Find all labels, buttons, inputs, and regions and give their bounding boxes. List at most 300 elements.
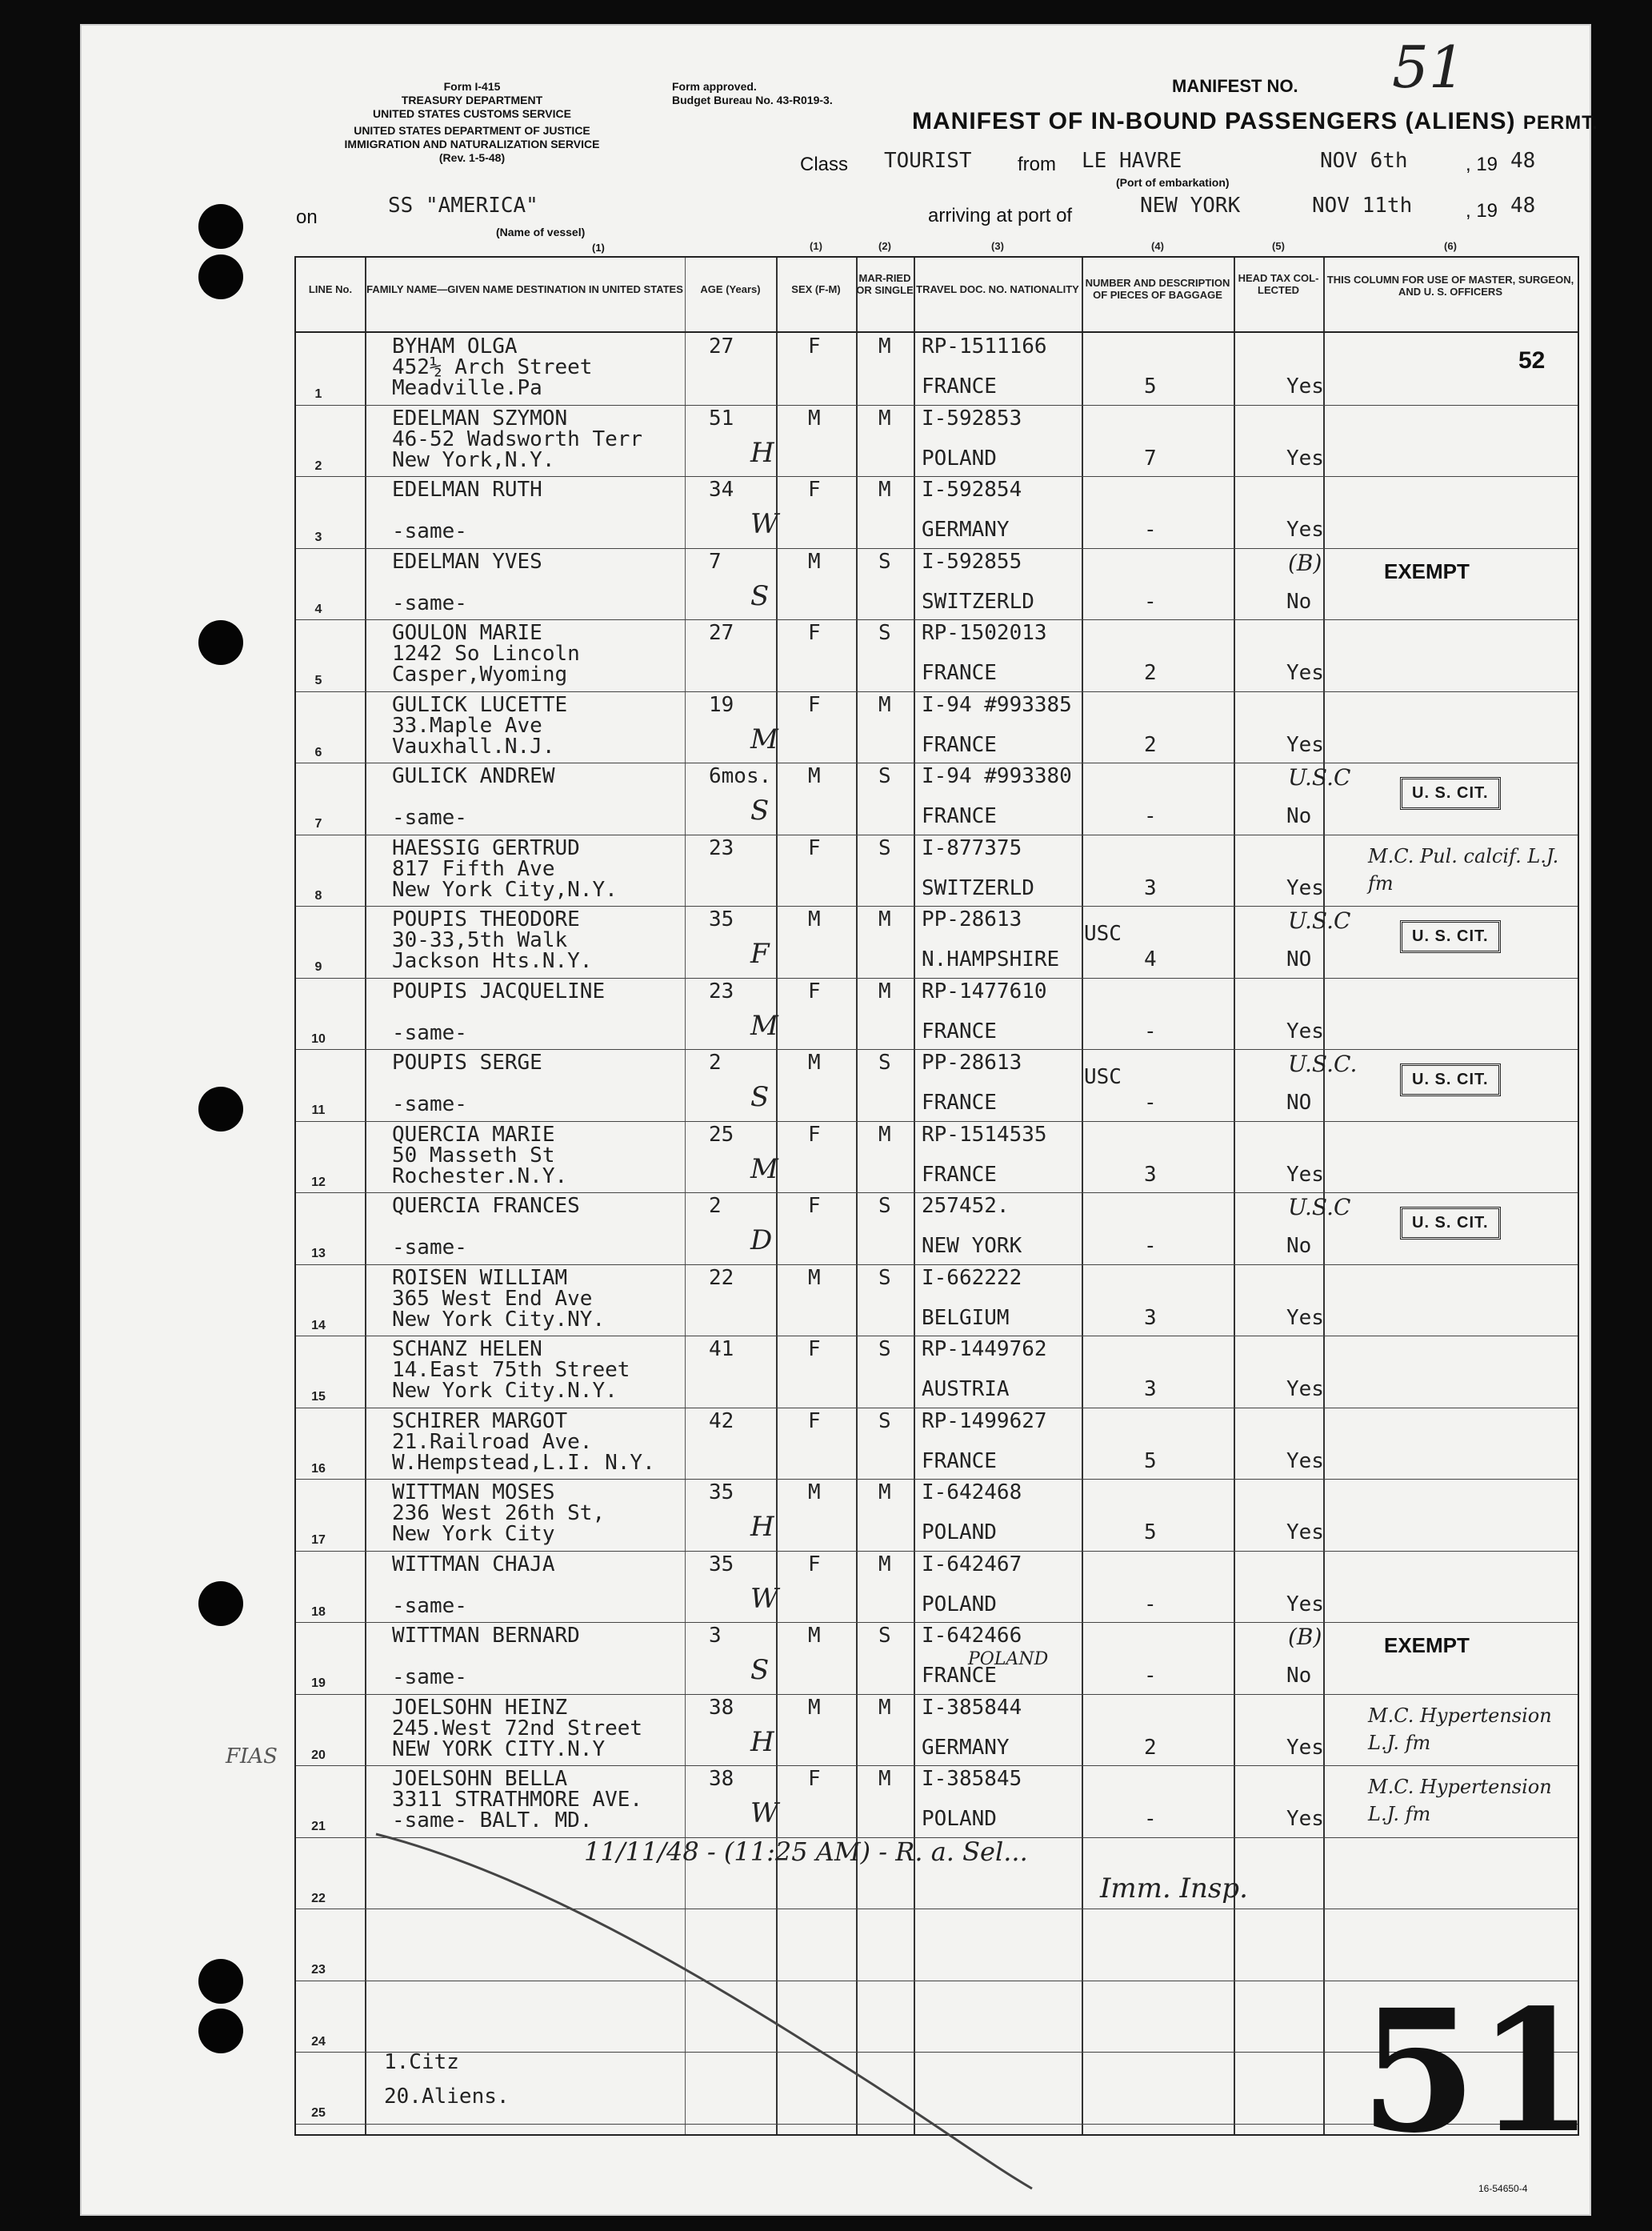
address-line2: -same- [392,1665,467,1689]
nationality: BELGIUM [922,1305,1010,1330]
col-sex: SEX (F-M) [791,283,841,295]
head-tax: Yes [1286,375,1324,399]
address-line2: Jackson Hts.N.Y. [392,949,593,973]
tax-note: (B) [1288,549,1322,576]
col-head-tax: HEAD TAX COL-LECTED [1238,272,1319,296]
medical-remark: M.C. Hypertension L.J. fm [1368,1704,1552,1754]
sex: M [808,1051,821,1075]
line-number: 7 [314,817,322,831]
head-tax: Yes [1286,1162,1324,1187]
passenger-name: JOELSOHN BELLA [392,1767,568,1791]
inspector-signature: Imm. Insp. [1100,1873,1248,1905]
age: 38 [709,1767,734,1791]
passenger-name: HAESSIG GERTRUD [392,835,580,860]
vessel-col-number: (1) [592,242,605,254]
passenger-name: POUPIS SERGE [392,1051,542,1075]
head-tax: Yes [1286,875,1324,900]
class-label: Class [800,154,849,175]
line-number: 23 [311,1963,326,1977]
travel-doc: RP-1499627 [922,1408,1047,1433]
relation-mark: M [750,1009,778,1042]
baggage: - [1144,1019,1157,1043]
address-line2: -same- [392,591,467,615]
travel-doc: RP-1502013 [922,621,1047,645]
line-number: 11 [311,1103,326,1117]
page-stamp-number: 51 [1360,1973,1594,2170]
marital-status: S [878,1194,891,1218]
travel-doc: I-592855 [922,549,1022,574]
passenger-name: WITTMAN MOSES [392,1480,555,1504]
travel-doc: I-385844 [922,1695,1022,1720]
head-tax: Yes [1286,446,1324,471]
marital-status: S [878,835,891,860]
address-line2: NEW YORK CITY.N.Y [392,1736,606,1761]
marital-status: M [878,1480,891,1504]
line-number: 20 [311,1748,326,1762]
col-number: (5) [1272,240,1285,252]
col-number: (2) [878,240,891,252]
nationality: POLAND [922,1520,997,1544]
tax-note: U.S.C [1288,1194,1351,1220]
address-line2: Casper,Wyoming [392,663,568,687]
age: 35 [709,1480,734,1504]
passenger-name: WITTMAN BERNARD [392,1624,580,1648]
sex: M [808,1624,821,1648]
tax-note: (B) [1288,1624,1322,1650]
line-number: 21 [311,1820,326,1833]
age: 38 [709,1695,734,1720]
baggage: 5 [1144,1520,1157,1544]
relation-mark: M [750,723,778,755]
col-age: AGE (Years) [700,283,761,295]
baggage: 2 [1144,1735,1157,1760]
exempt-stamp: EXEMPT [1384,1633,1470,1657]
us-citizen-stamp: U. S. CIT. [1400,1063,1501,1096]
age: 2 [709,1051,722,1075]
relation-mark: D [750,1224,773,1256]
age: 6mos. [709,764,772,788]
line-number: 3 [314,531,322,544]
age: 23 [709,979,734,1003]
manifest-no-handwritten: 51 [1392,34,1466,101]
baggage: 2 [1144,661,1157,685]
baggage: 3 [1144,1305,1157,1330]
address-line2: New York,N.Y. [392,447,555,472]
nationality: FRANCE [922,1091,997,1115]
tax-note: U.S.C. [1288,1051,1358,1077]
passenger-name: WITTMAN CHAJA [392,1552,555,1576]
address-line2: Rochester.N.Y. [392,1164,568,1188]
line-number: 2 [314,459,322,473]
head-tax: Yes [1286,1807,1324,1831]
nationality: POLAND [922,1592,997,1616]
sex: F [808,1194,821,1218]
address-line2: Vauxhall.N.J. [392,734,555,759]
margin-note: FIAS [226,1744,278,1768]
line-number: 5 [314,674,322,687]
line-number: 9 [314,960,322,974]
travel-doc: I-592853 [922,406,1022,431]
nationality: NEW YORK [922,1234,1022,1258]
line-number: 8 [314,888,322,903]
sex: M [808,907,821,931]
footer-code: 16-54650-4 [1478,2183,1528,2194]
marital-status: M [878,1767,891,1791]
nationality: SWITZERLD [922,589,1034,614]
address-line2: -same- [392,806,467,830]
travel-doc: 257452. [922,1194,1010,1218]
remark-number: 52 [1518,347,1546,374]
relation-mark: S [750,1081,770,1113]
medical-remark: M.C. Hypertension L.J. fm [1368,1776,1552,1825]
travel-doc: PP-28613 [922,907,1022,931]
nationality: FRANCE [922,1162,997,1187]
age: 27 [709,621,734,645]
relation-mark: H [750,1511,774,1543]
relation-mark: S [750,1654,770,1686]
travel-doc: I-94 #993380 [922,764,1072,788]
line-number: 18 [311,1604,326,1619]
address-line1: 14.East 75th Street [392,1358,630,1382]
age: 3 [709,1624,722,1648]
address-line1: 46-52 Wadsworth Terr [392,427,643,451]
passenger-name: GOULON MARIE [392,621,542,645]
address-line1: 817 Fifth Ave [392,856,555,881]
line-number: 15 [311,1390,326,1404]
baggage: 4 [1144,947,1157,971]
baggage: 5 [1144,375,1157,399]
passenger-name: QUERCIA MARIE [392,1122,555,1147]
head-tax: No [1286,1234,1312,1258]
sex: F [808,1408,821,1433]
travel-doc: I-662222 [922,1265,1022,1290]
age: 42 [709,1408,734,1433]
head-tax: Yes [1286,1520,1324,1544]
travel-doc: I-385845 [922,1767,1022,1791]
passenger-name: SCHIRER MARGOT [392,1408,568,1433]
address-line1: 452½ Arch Street [392,355,593,379]
passenger-name: ROISEN WILLIAM [392,1265,568,1290]
col-number: (4) [1151,240,1164,252]
address-line1: 236 West 26th St, [392,1501,606,1525]
nationality: N.HAMPSHIRE [922,947,1060,971]
passenger-name: POUPIS JACQUELINE [392,979,606,1003]
passenger-name: SCHANZ HELEN [392,1337,542,1361]
nationality: FRANCE [922,661,997,685]
head-tax: Yes [1286,1735,1324,1760]
sex: M [808,406,821,431]
baggage: 2 [1144,732,1157,757]
address-line2: New York City.NY. [392,1307,606,1332]
head-tax: Yes [1286,1448,1324,1473]
from-label: from [1018,154,1056,175]
address-line1: 245.West 72nd Street [392,1716,643,1740]
sex: F [808,979,821,1003]
address-line2: New York City [392,1522,555,1546]
nationality: FRANCE [922,1664,997,1688]
passenger-name: EDELMAN YVES [392,549,542,574]
passenger-name: POUPIS THEODORE [392,907,580,931]
address-line2: -same- [392,1092,467,1116]
us-citizen-stamp: U. S. CIT. [1400,1207,1501,1240]
nationality: FRANCE [922,375,997,399]
nationality: FRANCE [922,732,997,757]
exempt-stamp: EXEMPT [1384,559,1470,583]
nationality: GERMANY [922,1735,1010,1760]
col-travel-doc: TRAVEL DOC. NO. NATIONALITY [916,283,1079,295]
inspection-note: 11/11/48 - (11:25 AM) - R. a. Sel... [584,1836,1028,1867]
baggage: - [1144,1234,1157,1258]
line-number: 17 [311,1533,326,1547]
address-line2: -same- [392,1236,467,1260]
us-citizen-stamp: U. S. CIT. [1400,920,1501,953]
col-number: (6) [1444,240,1457,252]
marital-status: S [878,1408,891,1433]
head-tax: Yes [1286,661,1324,685]
baggage: 3 [1144,875,1157,900]
baggage: - [1144,1592,1157,1616]
line-number: 22 [311,1891,326,1905]
relation-mark: W [750,508,778,540]
travel-doc: I-877375 [922,835,1022,860]
col-line-no: LINE No. [308,283,353,295]
passenger-name: GULICK ANDREW [392,764,555,788]
vessel-label: (Name of vessel) [496,226,586,238]
marital-status: S [878,1337,891,1361]
port-embarkation-label: (Port of embarkation) [1116,176,1230,189]
nationality-note: POLAND [968,1649,1049,1669]
head-tax: Yes [1286,1592,1324,1616]
age: 51 [709,406,734,431]
sex: M [808,1265,821,1290]
medical-remark: M.C. Pul. calcif. L.J. fm [1368,844,1559,895]
col-married: MAR-RIED OR SINGLE [856,272,914,296]
age: 22 [709,1265,734,1290]
passenger-name: QUERCIA FRANCES [392,1194,580,1218]
address-line1: 21.Railroad Ave. [392,1429,593,1454]
marital-status: S [878,764,891,788]
line-number: 25 [311,2106,326,2120]
marital-status: S [878,621,891,645]
address-line2: -same- BALT. MD. [392,1808,593,1832]
line-number: 4 [314,602,322,616]
address-line1: 33.Maple Ave [392,713,542,738]
line-number: 10 [311,1031,326,1046]
head-tax: Yes [1286,1019,1324,1043]
travel-doc: I-642466 [922,1624,1022,1648]
line-number: 1 [314,387,322,401]
relation-mark: W [750,1797,778,1829]
baggage: - [1144,589,1157,614]
address-line1: 1242 So Lincoln [392,642,580,666]
sex: M [808,764,821,788]
col-number: (3) [991,240,1004,252]
sex: M [808,1695,821,1720]
nationality: AUSTRIA [922,1377,1010,1401]
line-number: 13 [311,1247,326,1260]
nationality: FRANCE [922,1448,997,1473]
travel-doc: I-642468 [922,1480,1022,1504]
nationality: FRANCE [922,804,997,828]
travel-doc: RP-1511166 [922,334,1047,358]
usc-mark: USC [1084,1065,1122,1089]
sex: F [808,478,821,502]
relation-mark: H [750,1725,774,1758]
nationality: GERMANY [922,518,1010,542]
passenger-name: GULICK LUCETTE [392,692,568,717]
nationality: FRANCE [922,1019,997,1043]
relation-mark: H [750,436,774,469]
summary-citizens: 1.Citz [384,2050,459,2074]
travel-doc: RP-1449762 [922,1337,1047,1361]
form-agency-block: Form I-415 TREASURY DEPARTMENT UNITED STATES CUSTOMS SERVICE UNITED STATES DEPARTMENT OF JUSTICE IMMIGRATION AND NATURALIZATION SERVICE (Rev. 1-5-48) [344,80,600,164]
form-approval: Form approved. Budget Bureau No. 43-R019-3. [672,80,833,106]
line-number: 24 [311,2034,326,2049]
baggage: - [1144,1091,1157,1115]
baggage: - [1144,1807,1157,1831]
class-value: TOURIST [884,149,972,173]
age: 41 [709,1337,734,1361]
on-label: on [296,206,318,228]
relation-mark: W [750,1582,778,1615]
year-prefix: , 19 [1466,154,1498,175]
arrival-year: 48 [1510,194,1536,218]
sex: F [808,1552,821,1576]
passenger-name: EDELMAN SZYMON [392,406,568,431]
marital-status: M [878,907,891,931]
address-line2: New York City,N.Y. [392,877,618,902]
head-tax: Yes [1286,1377,1324,1401]
sex: F [808,835,821,860]
head-tax: Yes [1286,732,1324,757]
address-line2: W.Hempstead,L.I. N.Y. [392,1450,655,1475]
departure-date: NOV 6th [1320,149,1408,173]
arriving-label: arriving at port of [928,205,1073,226]
sex: F [808,1767,821,1791]
summary-aliens: 20.Aliens. [384,2085,510,2109]
address-line2: Meadville.Pa [392,376,542,400]
manifest-no-label: MANIFEST NO. [1172,76,1298,96]
col-officers: THIS COLUMN FOR USE OF MASTER, SURGEON, AND U. S. OFFICERS [1326,274,1574,298]
sex: F [808,621,821,645]
address-line1: 365 West End Ave [392,1286,593,1311]
col-baggage: NUMBER AND DESCRIPTION OF PIECES OF BAGGAGE [1085,277,1230,301]
nationality: POLAND [922,1807,997,1831]
relation-mark: F [750,938,770,970]
marital-status: S [878,549,891,574]
travel-doc: RP-1477610 [922,979,1047,1003]
baggage: 3 [1144,1377,1157,1401]
head-tax: NO [1286,947,1312,971]
marital-status: S [878,1265,891,1290]
passenger-name: BYHAM OLGA [392,334,518,358]
address-line2: -same- [392,1593,467,1618]
baggage: - [1144,518,1157,542]
line-number: 14 [311,1318,326,1332]
line-number: 16 [311,1461,326,1476]
age: 19 [709,692,734,717]
sex: M [808,1480,821,1504]
line-number: 12 [311,1175,326,1189]
baggage: - [1144,804,1157,828]
tax-note: U.S.C [1288,764,1351,791]
port-embarkation: LE HAVRE [1082,149,1182,173]
baggage: 3 [1144,1162,1157,1187]
age: 27 [709,334,734,358]
marital-status: M [878,1695,891,1720]
nationality: SWITZERLD [922,875,1034,900]
marital-status: S [878,1624,891,1648]
passenger-name: EDELMAN RUTH [392,478,542,502]
marital-status: M [878,1552,891,1576]
marital-status: M [878,334,891,358]
address-line2: -same- [392,519,467,543]
departure-year: 48 [1510,149,1536,173]
head-tax: NO [1286,1091,1312,1115]
sex: F [808,334,821,358]
address-line1: 3311 STRATHMORE AVE. [392,1788,643,1812]
baggage: 7 [1144,446,1157,471]
marital-status: M [878,406,891,431]
tax-note: U.S.C [1288,907,1351,934]
head-tax: No [1286,1664,1312,1688]
usc-mark: USC [1084,922,1122,946]
manifest-title: MANIFEST OF IN-BOUND PASSENGERS (ALIENS) PERMT. [912,108,1598,134]
col-number: (1) [810,240,822,252]
age: 34 [709,478,734,502]
year-prefix-arrival: , 19 [1466,200,1498,222]
relation-mark: S [750,579,770,612]
address-line1: 50 Masseth St [392,1143,555,1168]
age: 35 [709,907,734,931]
port-arrival: NEW YORK [1140,194,1241,218]
travel-doc: I-94 #993385 [922,692,1072,717]
age: 23 [709,835,734,860]
age: 25 [709,1122,734,1147]
sex: F [808,1122,821,1147]
vessel-name: SS "AMERICA" [388,194,538,218]
travel-doc: PP-28613 [922,1051,1022,1075]
line-number: 19 [311,1676,326,1690]
sex: M [808,549,821,574]
travel-doc: RP-1514535 [922,1122,1047,1147]
marital-status: M [878,979,891,1003]
address-line2: New York City.N.Y. [392,1379,618,1403]
address-line1: 30-33,5th Walk [392,928,568,952]
marital-status: M [878,1122,891,1147]
head-tax: No [1286,589,1312,614]
sex: F [808,692,821,717]
relation-mark: S [750,795,770,827]
head-tax: Yes [1286,1305,1324,1330]
travel-doc: I-642467 [922,1552,1022,1576]
baggage: 5 [1144,1448,1157,1473]
age: 35 [709,1552,734,1576]
us-citizen-stamp: U. S. CIT. [1400,777,1501,810]
line-number: 6 [314,745,322,759]
head-tax: No [1286,804,1312,828]
relation-mark: M [750,1152,778,1185]
age: 7 [709,549,722,574]
travel-doc: I-592854 [922,478,1022,502]
sex: F [808,1337,821,1361]
marital-status: S [878,1051,891,1075]
head-tax: Yes [1286,518,1324,542]
address-line2: -same- [392,1020,467,1045]
nationality: POLAND [922,446,997,471]
baggage: - [1144,1664,1157,1688]
passenger-name: JOELSOHN HEINZ [392,1695,568,1720]
